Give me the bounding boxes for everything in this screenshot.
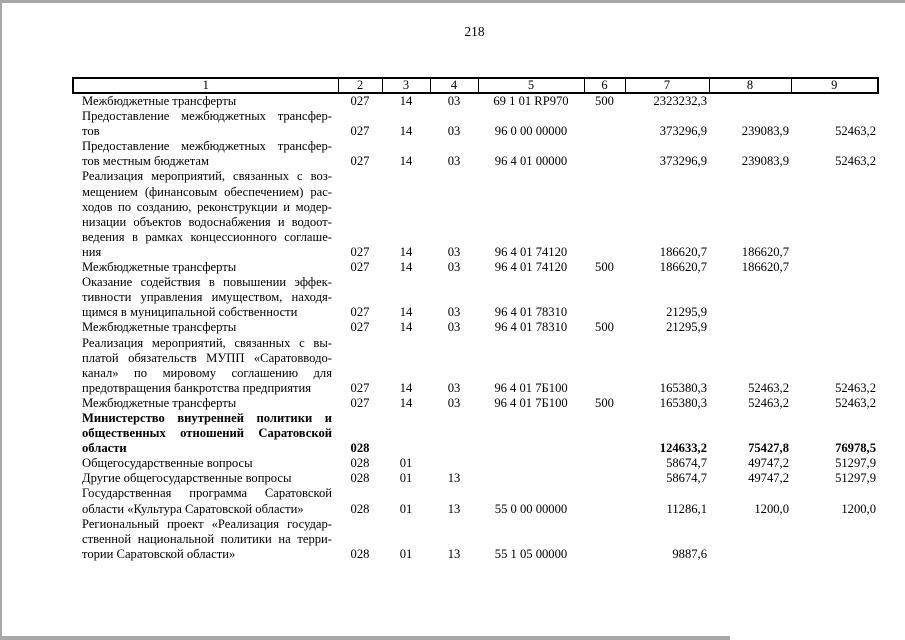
cell-col-7: 58674,7 (666, 456, 707, 471)
cell-col-5: 96 4 01 74120 (494, 244, 568, 259)
cell-col-2: 027 (350, 94, 370, 108)
row-label-line: Межбюджетные трансферты (82, 320, 237, 335)
cell-col-9: 76978,5 (835, 441, 876, 456)
cell-col-2: 028 (350, 471, 370, 486)
cell-col-5 (478, 471, 584, 486)
cell-col-6 (584, 169, 625, 260)
row-label-line: Предоставление межбюджетных трансфер- (82, 139, 332, 154)
cell-col-6 (584, 275, 625, 320)
table-row (73, 517, 878, 562)
cell-col-9: 52463,2 (835, 124, 876, 139)
table-row (73, 93, 878, 109)
cell-col-9 (791, 275, 878, 320)
row-label-line: щимся в муниципальной собственности (82, 305, 298, 320)
table-row (73, 320, 878, 335)
cell-col-2: 028 (350, 441, 370, 456)
table-row (73, 260, 878, 275)
cell-col-8: 186620,7 (741, 244, 789, 259)
cell-col-7: 373296,9 (659, 124, 707, 139)
cell-col-3: 14 (399, 124, 413, 139)
cell-col-6 (584, 139, 625, 169)
row-label-line: области «Культура Саратовской области» (82, 501, 304, 516)
cell-col-8 (709, 320, 791, 335)
column-header-9: 9 (791, 78, 878, 93)
cell-col-5 (478, 456, 584, 471)
cell-col-4 (430, 456, 478, 471)
cell-col-7: 186620,7 (659, 260, 707, 275)
table-header-row (73, 78, 878, 93)
cell-col-5: 55 1 05 00000 (494, 546, 568, 561)
column-header-6: 6 (584, 78, 625, 93)
cell-col-8: 1200,0 (754, 501, 789, 516)
cell-col-6 (584, 411, 625, 456)
column-header-8: 8 (709, 78, 791, 93)
cell-col-4: 03 (447, 380, 461, 395)
cell-col-6: 500 (595, 320, 614, 335)
cell-col-2: 028 (350, 546, 370, 561)
cell-col-2: 027 (350, 395, 370, 410)
cell-col-8 (709, 93, 791, 109)
column-header-4: 4 (430, 78, 478, 93)
row-label-line: Государственная программа Саратовской (82, 486, 332, 501)
cell-col-2: 028 (350, 501, 370, 516)
cell-col-4 (430, 411, 478, 456)
table-body (73, 93, 878, 562)
cell-col-4: 03 (447, 154, 461, 169)
cell-col-2: 028 (350, 456, 370, 471)
table-row (73, 456, 878, 471)
cell-col-4: 03 (447, 305, 461, 320)
row-label-line: Министерство внутренней политики и (82, 410, 332, 425)
row-label-line: Региональный проект «Реализация государ- (82, 516, 332, 531)
row-label-line: ственной национальной политики на терри- (82, 531, 332, 546)
cell-col-7: 373296,9 (659, 154, 707, 169)
column-header-2: 2 (338, 78, 382, 93)
cell-col-7: 11286,1 (666, 501, 707, 516)
cell-col-9 (791, 93, 878, 109)
row-label (73, 109, 338, 139)
row-label-line: ния (82, 244, 102, 259)
cell-col-7: 165380,3 (659, 395, 707, 410)
row-label (73, 275, 338, 320)
cell-col-2: 027 (350, 124, 370, 139)
column-header-7: 7 (625, 78, 709, 93)
cell-col-3: 14 (399, 244, 413, 259)
cell-col-4: 03 (447, 244, 461, 259)
row-label-line: Межбюджетные трансферты (82, 260, 237, 275)
cell-col-9: 1200,0 (841, 501, 876, 516)
row-label (73, 139, 338, 169)
cell-col-8: 49747,2 (748, 471, 789, 486)
cell-col-3: 14 (399, 260, 413, 275)
table-row (73, 336, 878, 396)
row-label (73, 471, 338, 486)
row-label (73, 336, 338, 396)
cell-col-3: 14 (399, 380, 413, 395)
cell-col-6 (584, 336, 625, 396)
cell-col-7: 21295,9 (666, 305, 707, 320)
cell-col-3: 01 (399, 501, 413, 516)
cell-col-5: 55 0 00 00000 (494, 501, 568, 516)
table-row (73, 169, 878, 260)
cell-col-6 (584, 517, 625, 562)
cell-col-6: 500 (595, 260, 614, 275)
cell-col-2: 027 (350, 305, 370, 320)
cell-col-2: 027 (350, 320, 370, 335)
cell-col-8: 52463,2 (748, 380, 789, 395)
cell-col-4: 13 (447, 501, 461, 516)
row-label-line: тории Саратовской области» (82, 546, 236, 561)
cell-col-9: 52463,2 (835, 395, 876, 410)
row-label-line: Общегосударственные вопросы (82, 456, 253, 471)
cell-col-3: 14 (399, 154, 413, 169)
cell-col-5: 96 4 01 74120 (494, 260, 568, 275)
table-row (73, 471, 878, 486)
cell-col-4: 03 (447, 260, 461, 275)
cell-col-3: 14 (399, 320, 413, 335)
cell-col-8: 186620,7 (741, 260, 789, 275)
column-header-3: 3 (382, 78, 430, 93)
cell-col-2: 027 (350, 244, 370, 259)
cell-col-8: 239083,9 (741, 154, 789, 169)
row-label-line: общественных отношений Саратовской (82, 426, 332, 441)
cell-col-4: 03 (447, 124, 461, 139)
row-label-line: тов местным бюджетам (82, 154, 209, 169)
column-header-5: 5 (478, 78, 584, 93)
cell-col-8: 49747,2 (748, 456, 789, 471)
cell-col-7: 165380,3 (659, 380, 707, 395)
row-label-line: низации объектов водоснабжения и водоот- (82, 214, 332, 229)
row-label-line: Межбюджетные трансферты (82, 395, 237, 410)
page-number: 218 (464, 24, 485, 39)
row-label (73, 517, 338, 562)
cell-col-7: 186620,7 (659, 244, 707, 259)
cell-col-3 (382, 411, 430, 456)
cell-col-2: 027 (350, 380, 370, 395)
cell-col-8: 52463,2 (748, 395, 789, 410)
cell-col-9 (791, 320, 878, 335)
cell-col-7: 21295,9 (666, 320, 707, 335)
row-label-line: ведения в рамках концессионного соглаше- (82, 229, 332, 244)
table-row (73, 486, 878, 516)
row-label (73, 396, 338, 411)
budget-table (72, 77, 879, 562)
cell-col-5 (478, 411, 584, 456)
cell-col-5: 96 4 01 7Б100 (494, 380, 568, 395)
row-label-line: Реализация мероприятий, связанных с вы- (82, 335, 332, 350)
table-row (73, 411, 878, 456)
row-label-line: канал» по мировому соглашению для (82, 365, 332, 380)
row-label-line: Оказание содействия в повышении эффек- (82, 275, 332, 290)
row-label (73, 169, 338, 260)
row-label-line: платой обязательств МУПП «Саратовводо- (82, 350, 332, 365)
cell-col-9: 52463,2 (835, 380, 876, 395)
row-label-line: тов (82, 124, 100, 139)
row-label-line: области (82, 441, 127, 456)
cell-col-8: 75427,8 (748, 441, 789, 456)
cell-col-8: 239083,9 (741, 124, 789, 139)
page-edge-left (0, 0, 2, 640)
cell-col-5: 96 4 01 78310 (494, 320, 568, 335)
cell-col-4: 13 (447, 546, 461, 561)
row-label-line: Межбюджетные трансферты (82, 94, 237, 108)
cell-col-8 (709, 517, 791, 562)
cell-col-9 (791, 169, 878, 260)
page-edge-top (0, 0, 905, 3)
cell-col-3: 01 (399, 456, 413, 471)
row-label (73, 320, 338, 335)
column-header-1: 1 (73, 78, 338, 93)
cell-col-5: 96 0 00 00000 (494, 124, 568, 139)
cell-col-2: 027 (350, 154, 370, 169)
row-label-line: предотвращения банкротства предприятия (82, 380, 312, 395)
cell-col-9 (791, 517, 878, 562)
cell-col-9: 51297,9 (835, 471, 876, 486)
cell-col-6: 500 (595, 94, 614, 108)
row-label (73, 260, 338, 275)
cell-col-6 (584, 486, 625, 516)
row-label (73, 486, 338, 516)
row-label-line: Реализация мероприятий, связанных с воз- (82, 169, 332, 184)
table-row (73, 396, 878, 411)
cell-col-3: 14 (399, 395, 413, 410)
row-label-line: Другие общегосударственные вопросы (82, 471, 292, 486)
cell-col-3: 14 (399, 305, 413, 320)
cell-col-7: 9887,6 (672, 546, 707, 561)
cell-col-3: 01 (399, 546, 413, 561)
cell-col-8 (709, 275, 791, 320)
cell-col-9 (791, 260, 878, 275)
table-row (73, 275, 878, 320)
cell-col-4: 03 (447, 395, 461, 410)
page-edge-bottom (0, 636, 730, 640)
cell-col-7: 58674,7 (666, 471, 707, 486)
cell-col-5: 96 4 01 78310 (494, 305, 568, 320)
cell-col-9: 52463,2 (835, 154, 876, 169)
cell-col-5: 96 4 01 00000 (494, 154, 568, 169)
cell-col-4: 13 (447, 471, 461, 486)
row-label-line: мещением (финансовым обеспечением) рас- (82, 184, 332, 199)
cell-col-6 (584, 471, 625, 486)
cell-col-5: 96 4 01 7Б100 (494, 395, 568, 410)
cell-col-4: 03 (447, 320, 461, 335)
cell-col-3: 01 (399, 471, 413, 486)
row-label (73, 93, 338, 109)
cell-col-6 (584, 456, 625, 471)
cell-col-7: 124633,2 (659, 441, 707, 456)
row-label (73, 456, 338, 471)
table-row (73, 139, 878, 169)
row-label-line: Предоставление межбюджетных трансфер- (82, 109, 332, 124)
cell-col-6: 500 (595, 395, 614, 410)
cell-col-4: 03 (447, 94, 461, 108)
row-label-line: ходов по созданию, реконструкции и модер- (82, 199, 332, 214)
cell-col-9: 51297,9 (835, 456, 876, 471)
cell-col-7: 2323232,3 (653, 94, 707, 108)
cell-col-2: 027 (350, 260, 370, 275)
table-row (73, 109, 878, 139)
row-label-line: тивности управления имуществом, находя- (82, 290, 332, 305)
cell-col-5: 69 1 01 RP970 (493, 94, 569, 108)
cell-col-6 (584, 109, 625, 139)
cell-col-3: 14 (399, 94, 413, 108)
row-label (73, 411, 338, 456)
